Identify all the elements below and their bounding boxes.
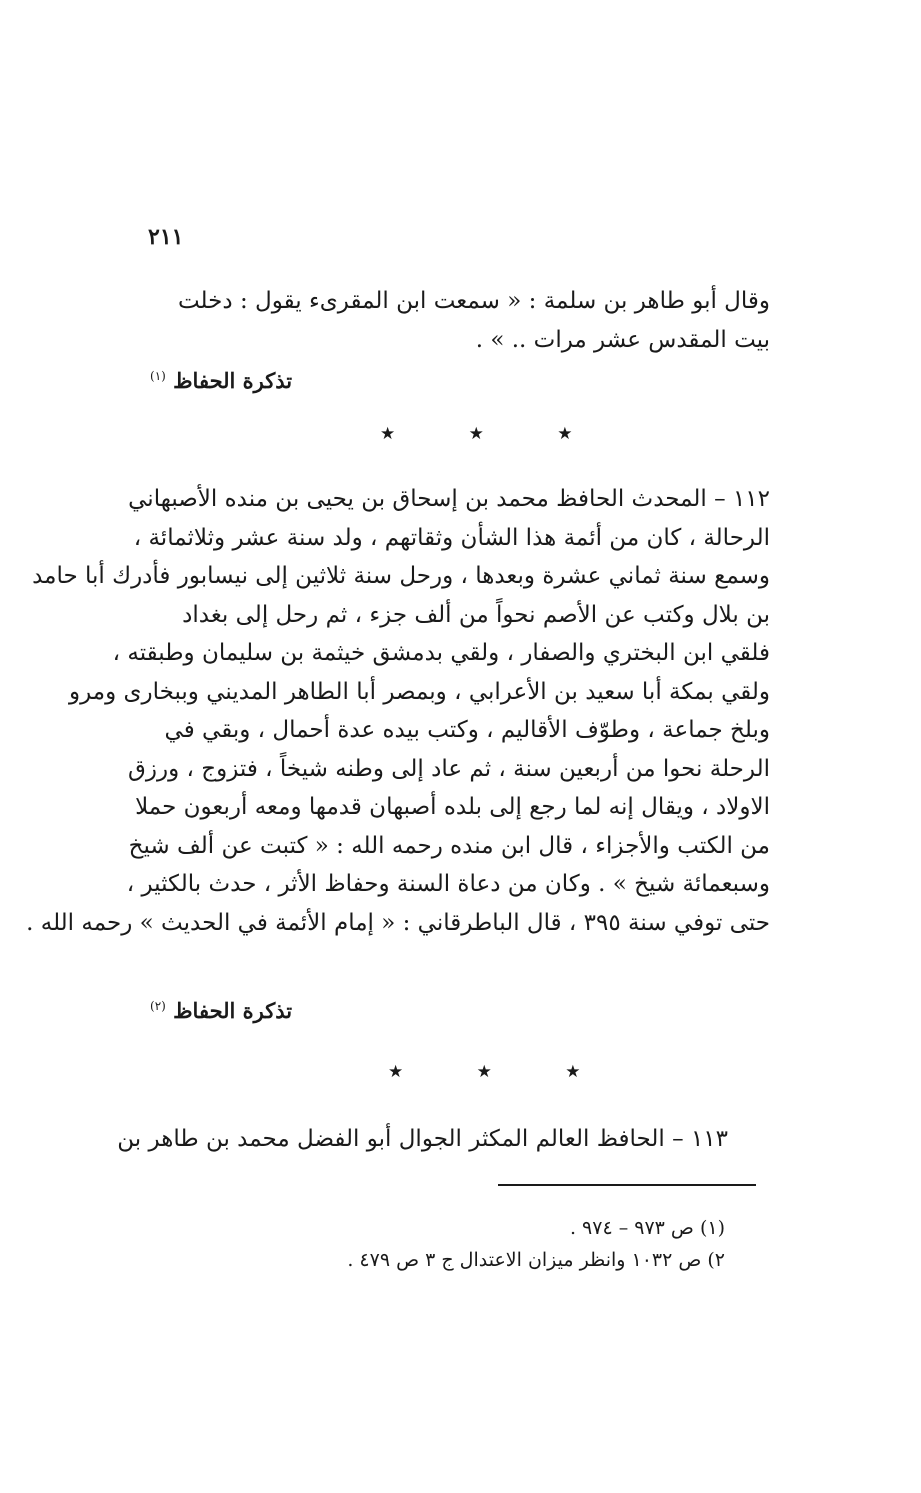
footnote-ref: (١) <box>150 369 166 383</box>
section-separator: ★ ★ ★ <box>380 424 607 444</box>
entry-113-paragraph <box>117 1120 728 1159</box>
text-line: بن بلال وكتب عن الأصم نحواً من ألف جزء ، ثم رحل إلى بغداد <box>182 601 770 628</box>
footnote-ref: (٢) <box>150 999 166 1013</box>
footnote-divider <box>498 1184 756 1186</box>
text-line: من الكتب والأجزاء ، قال ابن منده رحمه الله : « كتبت عن ألف شيخ <box>128 832 770 859</box>
text-line: حتى توفي سنة ٣٩٥ ، قال الباطرقاني : « إمام الأئمة في الحديث » رحمه الله . <box>26 909 770 936</box>
text-line: ١١٣ – الحافظ العالم المكثر الجوال أبو الفضل محمد بن طاهر بن <box>117 1126 728 1152</box>
text-line: وقال أبو طاهر بن سلمة : « سمعت ابن المقرىء يقول : دخلت <box>177 288 770 314</box>
source-citation <box>150 368 292 393</box>
text-line: بيت المقدس عشر مرات .. » . <box>475 327 770 353</box>
text-line: وسمع سنة ثماني عشرة وبعدها ، ورحل سنة ثلاثين إلى نيسابور فأدرك أبا حامد <box>32 563 770 589</box>
intro-paragraph <box>130 282 770 360</box>
entry-112-paragraph <box>26 480 770 942</box>
text-line: الاولاد ، ويقال إنه لما رجع إلى بلده أصبهان قدمها ومعه أربعون حملا <box>135 794 770 820</box>
footnotes <box>205 1212 725 1276</box>
text-line: الرحلة نحوا من أربعين سنة ، ثم عاد إلى وطنه شيخاً ، فتزوج ، ورزق <box>128 755 770 782</box>
text-line: ١١٢ – المحدث الحافظ محمد بن إسحاق بن يحيى بن منده الأصبهاني <box>128 486 770 512</box>
footnote: (١) ص ٩٧٣ – ٩٧٤ . <box>569 1217 725 1239</box>
text-line: وبلخ جماعة ، وطوّف الأقاليم ، وكتب بيده عدة أحمال ، وبقي في <box>164 717 770 743</box>
text-line: الرحالة ، كان من أئمة هذا الشأن وثقاتهم ، ولد سنة عشر وثلاثمائة ، <box>133 524 770 551</box>
source-citation <box>150 998 292 1023</box>
page-number: ٢١١ <box>148 224 184 250</box>
text-line: وسبعمائة شيخ » . وكان من دعاة السنة وحفاظ الأثر ، حدث بالكثير ، <box>126 871 770 897</box>
text-line: فلقي ابن البختري والصفار ، ولقي بدمشق خيثمة بن سليمان وطبقته ، <box>112 640 770 666</box>
source-title: تذكرة الحفاظ <box>173 998 293 1023</box>
footnote: ٢) ص ١٠٣٢ وانظر ميزان الاعتدال ج ٣ ص ٤٧٩ . <box>347 1249 725 1271</box>
section-separator: ★ ★ ★ <box>388 1062 615 1082</box>
source-title: تذكرة الحفاظ <box>173 368 293 393</box>
text-line: ولقي بمكة أبا سعيد بن الأعرابي ، وبمصر أبا الطاهر المديني وببخارى ومرو <box>68 678 770 705</box>
